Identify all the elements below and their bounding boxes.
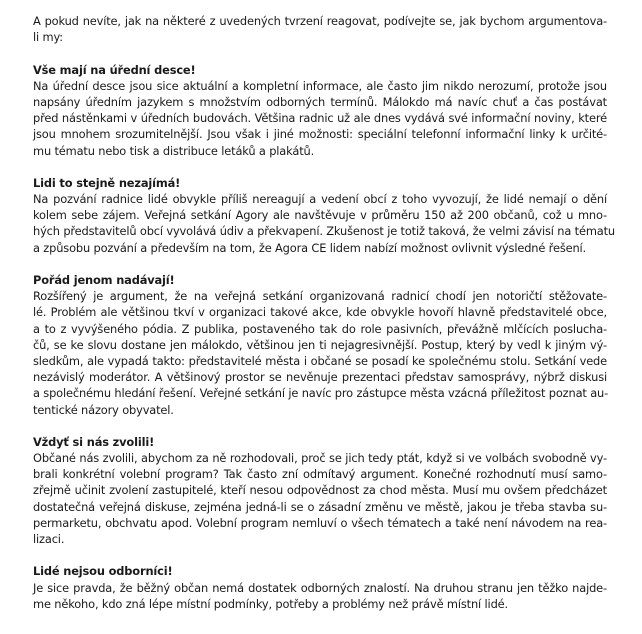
text-line: Rozšířený je argument, že na veřejná setkání organizovaná radnicí chodí jen notoričtí stěžovate-	[33, 289, 607, 304]
text-line: tentické názory obyvatel.	[33, 402, 174, 417]
paragraph-gap	[33, 256, 607, 272]
paragraph-gap	[33, 45, 607, 61]
paragraph-gap	[33, 159, 607, 175]
text-line: a způsobu pozvání a především na tom, že Agora CE lidem nabízí možnost ovlivnit výsledné řešení.	[33, 240, 587, 255]
text-line: mu tématu nebo tisk a distribuce letáků a plakátů.	[33, 143, 315, 158]
section	[33, 434, 607, 547]
section-heading: Vše mají na úřední desce!	[33, 62, 196, 77]
text-line: lé. Problém ale většinou tkví v organizaci takové akce, kde obvykle hovoří hlavně představitelé obce,	[33, 305, 607, 320]
text-line: čů, se ke slovu dostane jen málokdo, většinou jen ti nejagresivnější. Postup, který by vedl k jiným vý-	[33, 337, 607, 352]
text-line: A pokud nevíte, jak na některé z uvedených tvrzení reagovat, podívejte se, jak bychom argumentova-	[33, 14, 607, 28]
text-line: Občané nás zvolili, abychom za ně rozhodovali, proč se jich tedy ptát, když si ve volbách svobodně vy-	[33, 451, 607, 466]
text-line: brali konkrétní volební program? Tak často zní odmítavý argument. Konečné rozhodnutí musí samo-	[33, 467, 607, 482]
text-line: me někoho, kdo zná lépe místní podmínky, potřeby a problémy než právě místní lidé.	[33, 596, 508, 611]
section-heading: Pořád jenom nadávají!	[33, 273, 175, 287]
text-line: a společnému hledání řešení. Veřejné setkání je navíc pro zástupce města vzácná příležitost poznat au-	[33, 386, 609, 401]
text-line: hých představitelů obcí vyvolává údiv a překvapení. Zkušenost je totiž taková, že velmi závisí na tématu	[33, 224, 615, 239]
section	[33, 62, 607, 159]
text-line: kolem sebe zájem. Veřejná setkání Agory ale navštěvuje v průměru 150 až 200 občanů, což u mno-	[33, 208, 607, 223]
text-line: Na pozvání radnice lidé obvykle příliš nereagují a vedení obcí z toho vyvozují, že lidé nemají o dění	[33, 192, 607, 207]
sections	[33, 45, 615, 612]
section	[33, 175, 615, 256]
text-line: před nástěnkami v úředních budovách. Většina radnic už ale dnes vydává své informační noviny, které	[33, 111, 607, 126]
text-line: sledkům, ale vypadá takto: představitelé města i občané se posadí ke společnému stolu. Setkání vede	[33, 353, 607, 368]
section-heading: Vždyť si nás zvolili!	[33, 434, 155, 449]
text-line: permarketu, obchvatu apod. Volební program nemluví o všech tématech a také není návodem na rea-	[33, 515, 607, 530]
text-line: dostatečná veřejná diskuse, zejména jedná-li se o zásadní změnu ve městě, jakou je třeba stavba su-	[33, 499, 607, 514]
text-line: Je sice pravda, že běžný občan nemá dostatek odborných znalostí. Na druhou stranu jen těžko najde-	[33, 580, 607, 595]
paragraph-gap	[33, 418, 607, 434]
text-line: jsou mnohem srozumitelnější. Jsou však i jiné možnosti: speciální telefonní informační linky k určité-	[33, 127, 607, 142]
text-line: li my:	[33, 30, 63, 45]
section	[33, 272, 607, 418]
intro-paragraph	[33, 13, 607, 45]
text-line: Na úřední desce jsou sice aktuální a kompletní informace, ale často jim nikdo nerozumí, protože jsou	[33, 78, 607, 93]
document-body	[33, 13, 615, 612]
text-line: napsány úředním jazykem s množstvím odborných termínů. Málokdo má navíc chuť a čas postávat	[33, 94, 607, 109]
text-line: zřejmě učinit zvolení zastupitelé, kteří nesou odpovědnost za chod města. Musí mu ovšem předcházet	[33, 483, 607, 498]
section	[33, 563, 607, 612]
paragraph-gap	[33, 547, 607, 563]
section-heading: Lidi to stejně nezajímá!	[33, 175, 181, 190]
text-line: a to z vyvýšeného pódia. Z publika, postaveného tak do role pasivních, převážně mlčících posluchа-	[33, 321, 607, 336]
text-line: nezávislý moderátor. A většinový prostor se nevěnuje prezentaci představ samosprávy, nýbrž diskusi	[33, 370, 607, 385]
text-line: lizaci.	[33, 532, 65, 546]
section-heading: Lidé nejsou odborníci!	[33, 564, 173, 579]
